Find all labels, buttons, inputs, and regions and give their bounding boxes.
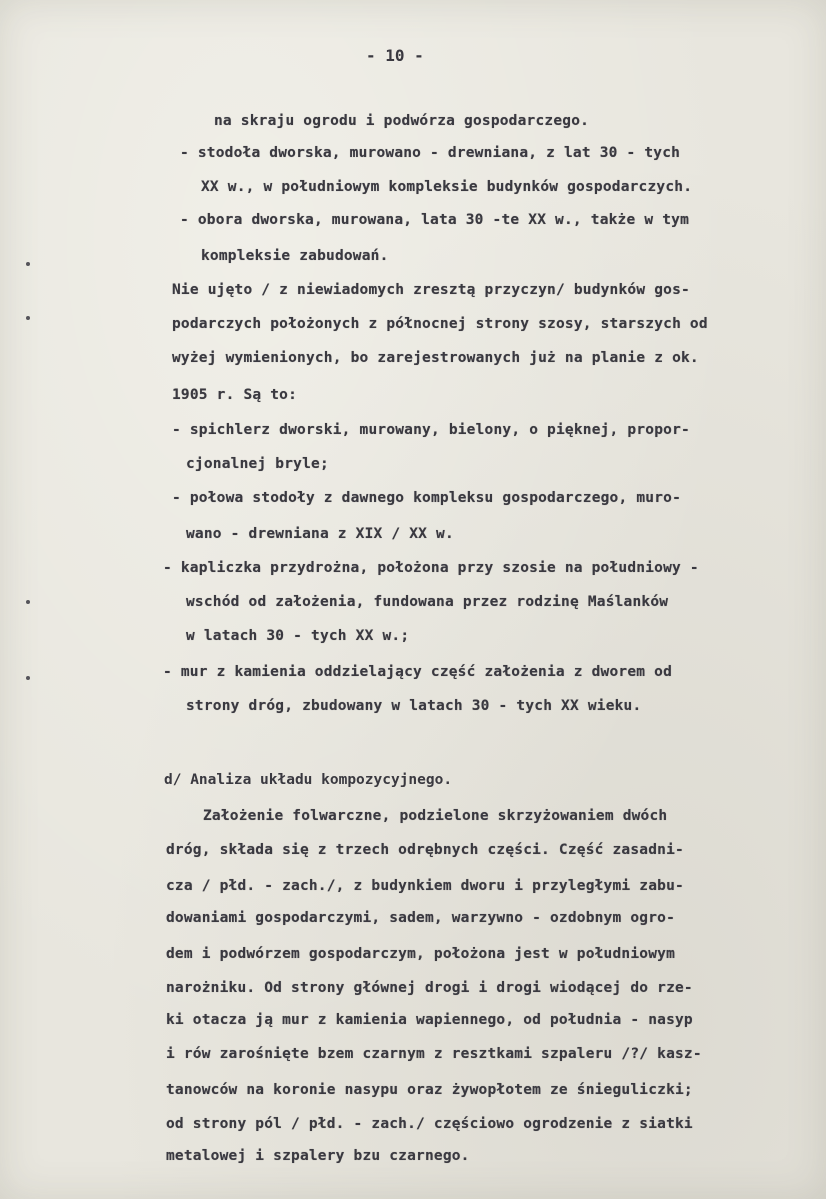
- text-line: i rów zarośnięte bzem czarnym z resztkami szpaleru /?/ kasz-: [166, 1046, 702, 1062]
- text-line: na skraju ogrodu i podwórza gospodarczego.: [214, 113, 590, 129]
- text-line: narożniku. Od strony głównej drogi i drogi wiodącej do rze-: [166, 980, 693, 996]
- punch-hole-mark: [26, 316, 30, 320]
- text-line: metalowej i szpalery bzu czarnego.: [166, 1148, 470, 1164]
- page-number: - 10 -: [366, 46, 424, 65]
- text-line: ki otacza ją mur z kamienia wapiennego, od południa - nasyp: [166, 1012, 693, 1028]
- text-line: - kapliczka przydrożna, położona przy szosie na południowy -: [163, 560, 699, 576]
- text-line: - stodoła dworska, murowano - drewniana, z lat 30 - tych: [180, 145, 681, 161]
- punch-hole-mark: [26, 600, 30, 604]
- text-line: wano - drewniana z XIX / XX w.: [186, 526, 454, 542]
- text-line: dem i podwórzem gospodarczym, położona jest w południowym: [166, 946, 675, 962]
- punch-hole-mark: [26, 676, 30, 680]
- text-line: - połowa stodoły z dawnego kompleksu gospodarczego, muro-: [172, 490, 681, 506]
- text-line: cza / płd. - zach./, z budynkiem dworu i przyległymi zabu-: [166, 878, 684, 894]
- text-line: cjonalnej bryle;: [186, 456, 329, 472]
- text-line: - spichlerz dworski, murowany, bielony, o pięknej, propor-: [172, 422, 690, 438]
- text-line: od strony pól / płd. - zach./ częściowo ogrodzenie z siatki: [166, 1116, 693, 1132]
- text-line: XX w., w południowym kompleksie budynków gospodarczych.: [201, 179, 693, 195]
- text-line: podarczych położonych z północnej strony szosy, starszych od: [172, 316, 708, 332]
- text-line: 1905 r. Są to:: [172, 387, 298, 403]
- text-line: w latach 30 - tych XX w.;: [186, 628, 410, 644]
- text-line: dróg, składa się z trzech odrębnych części. Część zasadni-: [166, 842, 684, 858]
- text-line: - obora dworska, murowana, lata 30 -te XX w., także w tym: [180, 212, 689, 228]
- text-line: Założenie folwarczne, podzielone skrzyżowaniem dwóch: [203, 808, 668, 824]
- text-line: tanowców na koronie nasypu oraz żywopłotem ze śnieguliczki;: [166, 1082, 693, 1098]
- text-line: - mur z kamienia oddzielający część założenia z dworem od: [163, 664, 672, 680]
- punch-hole-mark: [26, 262, 30, 266]
- section-heading: d/ Analiza układu kompozycyjnego.: [164, 772, 453, 788]
- text-line: wschód od założenia, fundowana przez rodzinę Maślanków: [186, 594, 669, 610]
- text-line: strony dróg, zbudowany w latach 30 - tych XX wieku.: [186, 698, 642, 714]
- text-line: wyżej wymienionych, bo zarejestrowanych już na planie z ok.: [172, 350, 699, 366]
- text-line: dowaniami gospodarczymi, sadem, warzywno - ozdobnym ogro-: [166, 910, 675, 926]
- text-line: Nie ujęto / z niewiadomych zresztą przyczyn/ budynków gos-: [172, 282, 690, 298]
- text-line: kompleksie zabudowań.: [201, 248, 389, 264]
